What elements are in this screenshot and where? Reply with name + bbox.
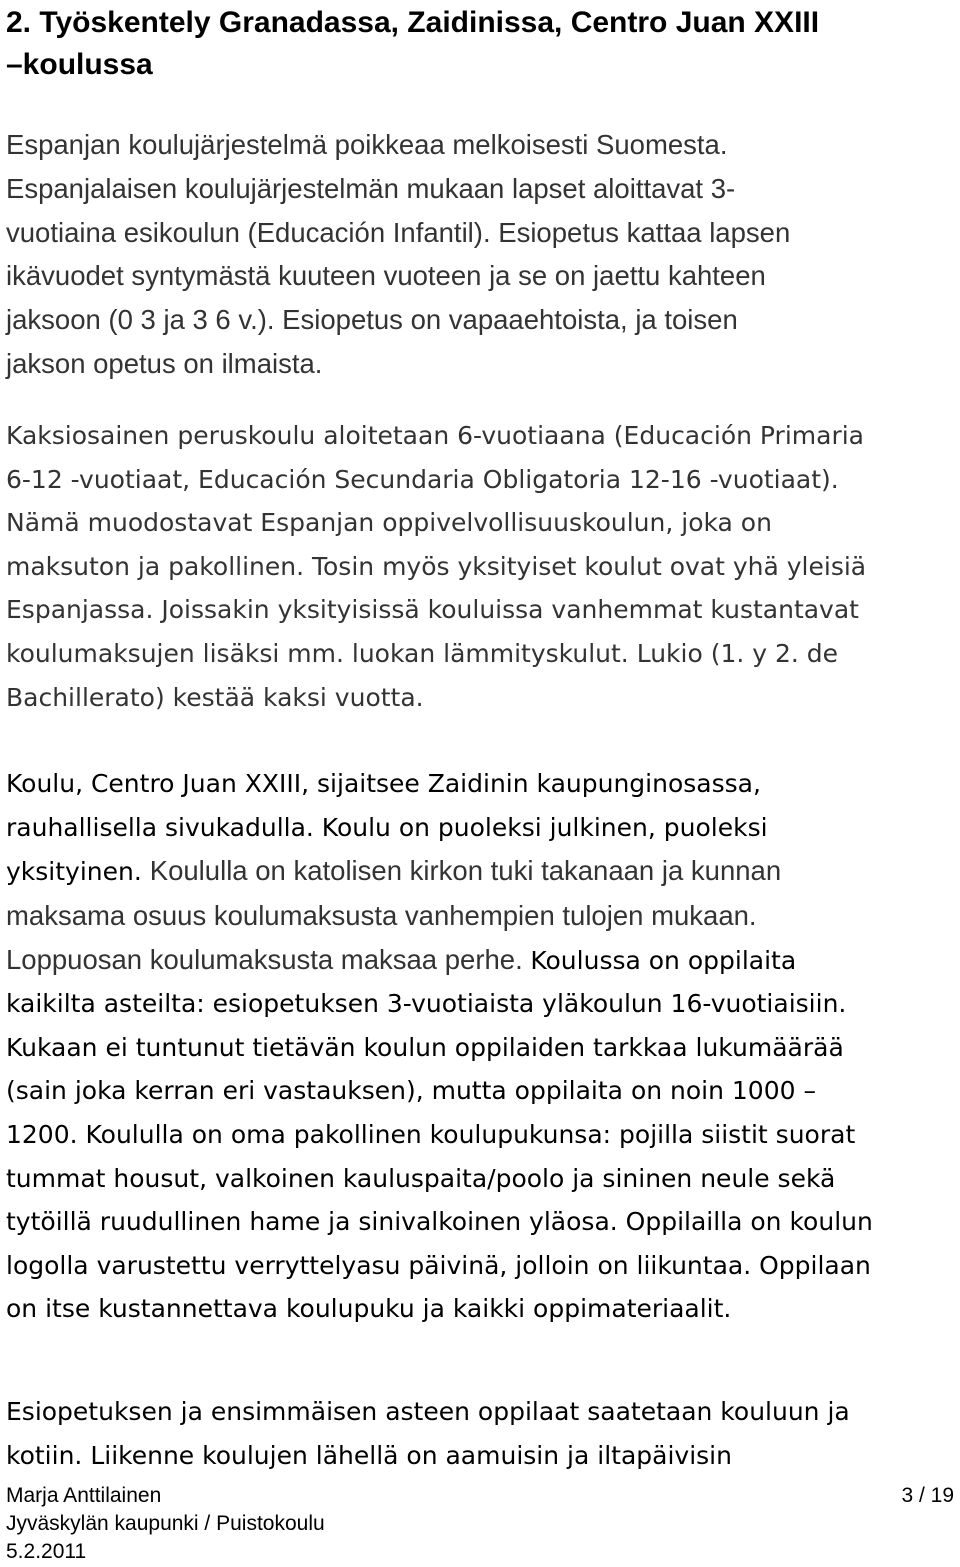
paragraph-centro-juan	[6, 762, 958, 1331]
text-segment: (sain joka kerran eri vastauksen), mutta oppilaita on noin 1000 –	[6, 1076, 816, 1106]
footer-organization: Jyväskylän kaupunki / Puistokoulu	[6, 1512, 325, 1535]
page-footer	[6, 1482, 958, 1566]
text-segment: kaikilta asteilta: esiopetuksen 3-vuotiaista yläkoulun 16-vuotiaisiin.	[6, 989, 847, 1019]
text-line: Kaksiosainen peruskoulu aloitetaan 6-vuotiaana (Educación Primaria	[6, 421, 864, 450]
footer-date: 5.2.2011	[6, 1540, 87, 1563]
text-line	[6, 762, 958, 806]
text-line	[6, 1069, 958, 1113]
text-line: vuotiaina esikoulun (Educación Infantil). Esiopetus kattaa lapsen	[6, 216, 791, 248]
text-segment: Kukaan ei tuntunut tietävän koulun oppilaiden tarkkaa lukumäärää	[6, 1032, 844, 1062]
heading-line: –koulussa	[6, 48, 153, 81]
text-segment: Loppuosan koulumaksusta maksaa perhe.	[6, 943, 531, 975]
text-segment: logolla varustettu verryttelyasu päivinä, jolloin on liikuntaa. Oppilaan	[6, 1250, 871, 1280]
heading-line: 2. Työskentely Granadassa, Zaidinissa, Centro Juan XXIII	[6, 6, 820, 39]
text-segment: tummat housut, valkoinen kauluspaita/poolo ja sininen neule sekä	[6, 1163, 836, 1193]
text-line: Espanjan koulujärjestelmä poikkeaa melkoisesti Suomesta.	[6, 129, 728, 160]
text-segment: maksama osuus koulumaksusta vanhempien tulojen mukaan.	[6, 899, 757, 931]
text-line	[6, 806, 958, 850]
text-line: Espanjassa. Joissakin yksityisissä kouluissa vanhemmat kustantavat	[6, 595, 859, 625]
text-line: 6-12 -vuotiaat, Educación Secundaria Obligatoria 12-16 -vuotiaat).	[6, 464, 839, 494]
text-line: Nämä muodostavat Espanjan oppivelvollisuuskoulun, joka on	[6, 508, 772, 538]
text-line: kotiin. Liikenne koulujen lähellä on aamuisin ja iltapäivisin	[6, 1440, 732, 1470]
text-line	[6, 982, 958, 1026]
text-line	[6, 1287, 958, 1331]
text-line: jakson opetus on ilmaista.	[6, 347, 323, 379]
text-line	[6, 1200, 958, 1244]
text-line: Esiopetuksen ja ensimmäisen asteen oppilaat saatetaan kouluun ja	[6, 1397, 850, 1426]
text-line	[6, 938, 958, 983]
paragraph-comprehensive-school	[6, 414, 958, 719]
page-number: 3 / 19	[901, 1484, 954, 1507]
paragraph-school-system	[6, 123, 958, 386]
text-segment: tytöillä ruudullinen hame ja sinivalkoinen yläosa. Oppilailla on koulun	[6, 1207, 873, 1237]
text-line: Bachillerato) kestää kaksi vuotta.	[6, 682, 424, 712]
text-line: maksuton ja pakollinen. Tosin myös yksityiset koulut ovat yhä yleisiä	[6, 551, 867, 581]
text-line	[6, 1157, 958, 1201]
text-segment: Koululla on katolisen kirkon tuki takanaan ja kunnan	[149, 855, 782, 887]
text-line: ikävuodet syntymästä kuuteen vuoteen ja se on jaettu kahteen	[6, 260, 766, 292]
text-line	[6, 1026, 958, 1070]
text-line	[6, 1113, 958, 1157]
text-line	[6, 1244, 958, 1288]
paragraph-transport	[6, 1390, 958, 1477]
text-line	[6, 894, 958, 938]
text-segment: yksityinen.	[6, 857, 150, 887]
text-segment: Koulu, Centro Juan XXIII, sijaitsee Zaidinin kaupunginosassa,	[6, 769, 761, 798]
text-line: koulumaksujen lisäksi mm. luokan lämmityskulut. Lukio (1. y 2. de	[6, 638, 839, 668]
footer-row	[6, 1482, 958, 1510]
text-line: jaksoon (0 3 ja 3 6 v.). Esiopetus on vapaaehtoista, ja toisen	[6, 304, 738, 336]
text-segment: rauhallisella sivukadulla. Koulu on puoleksi julkinen, puoleksi	[6, 812, 768, 842]
section-heading	[6, 2, 956, 86]
text-segment: on itse kustannettava koulupuku ja kaikki oppimateriaalit.	[6, 1294, 732, 1324]
text-line	[6, 849, 958, 894]
footer-author: Marja Anttilainen	[6, 1484, 162, 1507]
text-line: Espanjalaisen koulujärjestelmän mukaan lapset aloittavat 3-	[6, 172, 736, 204]
text-segment: Koulussa on oppilaita	[530, 945, 797, 975]
text-segment: 1200. Koululla on oma pakollinen koulupukunsa: pojilla siistit suorat	[6, 1119, 856, 1149]
